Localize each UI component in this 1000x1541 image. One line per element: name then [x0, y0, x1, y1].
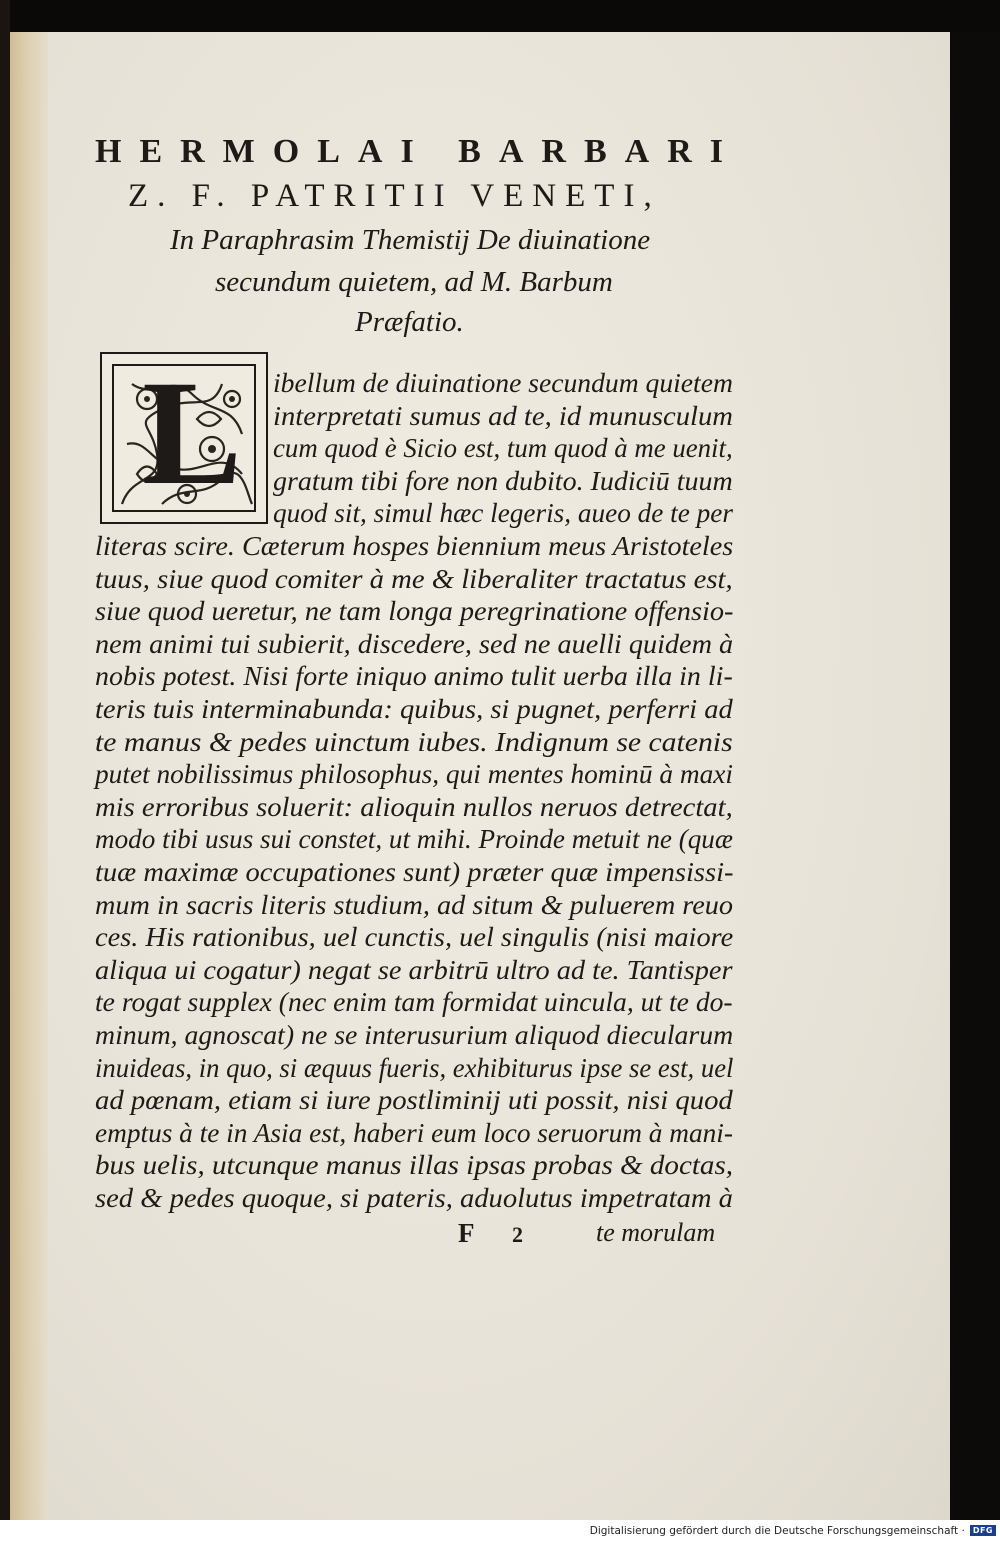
scan-top-border	[0, 0, 1000, 32]
scan-left-border	[0, 0, 10, 1520]
text-line: cum quod è Sicio est, tum quod à me uenit,	[273, 433, 733, 464]
text-line: siue quod ueretur, ne tam longa peregrinatione offensio-	[95, 596, 734, 627]
text-line: ces. His rationibus, uel cunctis, uel singulis (nisi maiore	[95, 922, 734, 953]
text-line: te manus & pedes uinctum iubes. Indignum se catenis	[95, 726, 733, 757]
text-line: literas scire. Cæterum hospes biennium meus Aristoteles	[95, 531, 734, 561]
signature-number: 2	[512, 1222, 523, 1247]
subtitle-line-3: Præfatio.	[355, 306, 464, 338]
text-line: emptus à te in Asia est, haberi eum loco seruorum à mani-	[95, 1117, 733, 1148]
text-line: sed & pedes quoque, si pateris, aduolutus impetratam à	[95, 1183, 733, 1213]
text-line: putet nobilissimus philosophus, qui mentes hominū à maxi	[95, 759, 733, 790]
signature-mark: F	[458, 1218, 475, 1248]
text-line: nobis potest. Nisi forte iniquo animo tulit uerba illa in li-	[95, 661, 733, 692]
text-line: tuus, siue quod comiter à me & liberaliter tractatus est,	[95, 563, 733, 594]
text-line: nem animi tui subierit, discedere, sed ne auelli quidem à	[95, 628, 734, 659]
scan-right-border	[950, 32, 1000, 1520]
text-line: modo tibi usus sui constet, ut mihi. Proinde metuit ne (quæ	[95, 824, 733, 855]
subtitle-line-2: secundum quietem, ad M. Barbum	[215, 266, 613, 298]
title-line-2: Z. F. PATRITII VENETI,	[128, 178, 661, 214]
text-line: minum, agnoscat) ne se interusurium aliquod diecularum	[95, 1020, 734, 1050]
page-gutter	[10, 32, 48, 1520]
initial-letter: L	[142, 350, 243, 516]
text-line: teris tuis interminabunda: quibus, si pugnet, perferri ad	[95, 694, 733, 724]
title-line-1: HERMOLAI BARBARI	[95, 133, 741, 170]
text-line: tuæ maximæ occupationes sunt) præter quæ impensissi-	[95, 857, 734, 887]
text-line: quod sit, simul hæc legeris, aueo de te per	[273, 498, 733, 529]
text-line: ad pœnam, etiam si iure postliminij uti possit, nisi quod	[95, 1085, 733, 1116]
text-line: interpretati sumus ad te, id munusculum	[273, 400, 733, 431]
footer-bar	[0, 1520, 1000, 1541]
catchword: te morulam	[596, 1218, 716, 1247]
decorated-initial	[100, 352, 268, 524]
text-line: ibellum de diuinatione secundum quietem	[273, 368, 733, 398]
text-line: te rogat supplex (nec enim tam formidat uincula, ut te do-	[95, 987, 733, 1018]
text-line: mum in sacris literis studium, ad situm & puluerem reuo	[95, 889, 733, 920]
subtitle-line-1: In Paraphrasim Themistij De diuinatione	[170, 224, 651, 256]
text-line: aliqua ui cogatur) negat se arbitrū ultro ad te. Tantisper	[95, 954, 733, 985]
text-line: bus uelis, utcunque manus illas ipsas probas & doctas,	[95, 1150, 734, 1181]
footer-credit: Digitalisierung gefördert durch die Deutsche Forschungsgemeinschaft ·	[589, 1524, 965, 1537]
text-line: gratum tibi fore non dubito. Iudiciū tuum	[273, 465, 733, 496]
text-line: inuideas, in quo, si æquus fueris, exhibiturus ipse se est, uel	[95, 1052, 734, 1083]
dfg-logo-icon: DFG	[970, 1525, 996, 1536]
text-line: mis erroribus soluerit: alioquin nullos neruos detrectat,	[95, 791, 733, 822]
